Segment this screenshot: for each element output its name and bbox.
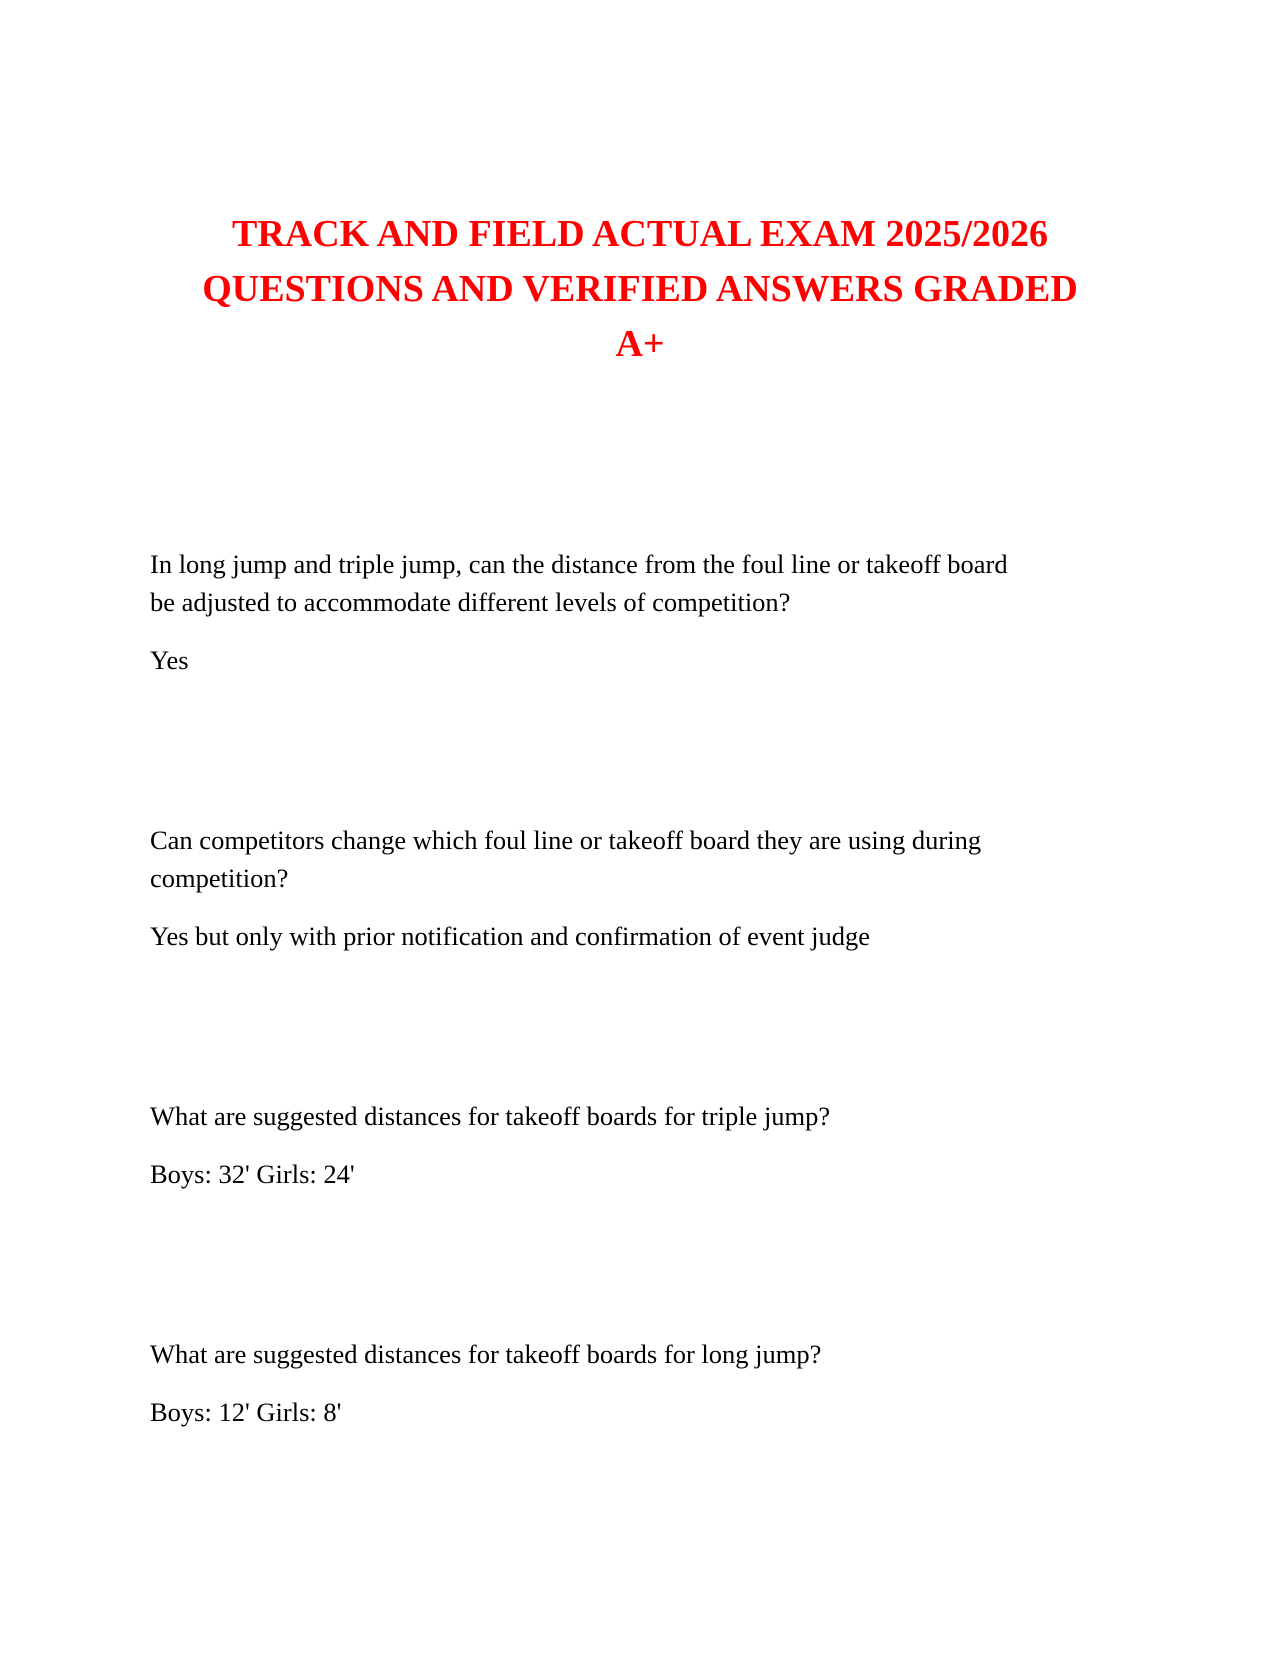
answer: Yes but only with prior notification and confirmation of event judge <box>150 921 871 951</box>
answer: Boys: 32' Girls: 24' <box>150 1159 355 1189</box>
question-line: In long jump and triple jump, can the distance from the foul line or takeoff board <box>150 549 1008 579</box>
qa-item <box>150 545 1150 679</box>
qa-item <box>150 1097 1150 1193</box>
question <box>150 545 1150 621</box>
answer: Yes <box>150 645 189 675</box>
question <box>150 1097 1150 1135</box>
title-line: QUESTIONS AND VERIFIED ANSWERS GRADED <box>202 268 1078 310</box>
question-line: Can competitors change which foul line or takeoff board they are using during <box>150 825 982 855</box>
question-line: What are suggested distances for takeoff boards for long jump? <box>150 1339 822 1369</box>
question-line: competition? <box>150 863 289 893</box>
qa-item <box>150 821 1150 955</box>
document-title <box>140 207 1140 372</box>
answer: Boys: 12' Girls: 8' <box>150 1397 342 1427</box>
question <box>150 1335 1150 1373</box>
title-line: TRACK AND FIELD ACTUAL EXAM 2025/2026 <box>231 213 1049 255</box>
question <box>150 821 1150 897</box>
qa-item <box>150 1335 1150 1431</box>
title-line: A+ <box>615 323 665 365</box>
question-line: What are suggested distances for takeoff boards for triple jump? <box>150 1101 831 1131</box>
question-line: be adjusted to accommodate different levels of competition? <box>150 587 791 617</box>
